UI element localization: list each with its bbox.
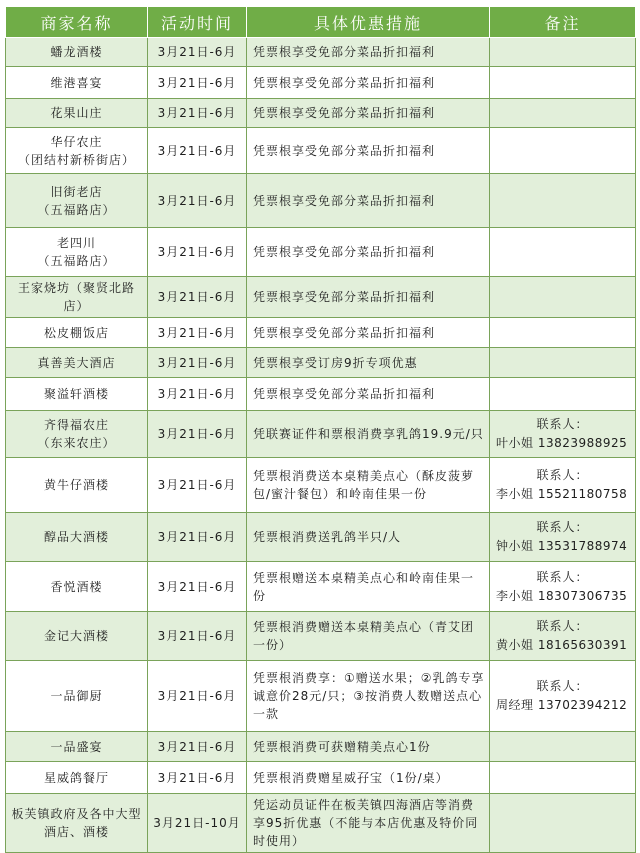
remarks-cell xyxy=(490,661,636,732)
remarks-cell xyxy=(490,99,636,128)
remarks-cell xyxy=(490,277,636,318)
activity-time-cell: 3月21日-6月 xyxy=(148,99,247,128)
offer-details-cell: 凭票根享受免部分菜品折扣福利 xyxy=(247,174,490,228)
activity-time-cell: 3月21日-6月 xyxy=(148,612,247,661)
remarks-cell xyxy=(490,348,636,378)
merchant-name-cell: 齐得福农庄 （东来农庄） xyxy=(6,411,148,458)
merchant-name-cell: 香悦酒楼 xyxy=(6,562,148,612)
table-row xyxy=(6,612,636,661)
offer-details-cell: 凭票根享受免部分菜品折扣福利 xyxy=(247,277,490,318)
table-row xyxy=(6,378,636,411)
activity-time-cell: 3月21日-6月 xyxy=(148,378,247,411)
merchant-name-cell: 华仔农庄 （团结村新桥街店） xyxy=(6,128,148,174)
remarks-cell xyxy=(490,228,636,277)
activity-time-cell: 3月21日-6月 xyxy=(148,513,247,562)
remarks-cell xyxy=(490,378,636,411)
contact-person: 周经理 13702394212 xyxy=(496,698,628,712)
merchant-name-cell: 真善美大酒店 xyxy=(6,348,148,378)
merchant-name-cell: 黄牛仔酒楼 xyxy=(6,458,148,513)
offer-details-cell: 凭票根消费赠送本桌精美点心（青艾团一份） xyxy=(247,612,490,661)
remarks-cell xyxy=(490,174,636,228)
activity-time-cell: 3月21日-10月 xyxy=(148,794,247,853)
table-row xyxy=(6,732,636,762)
table-row xyxy=(6,128,636,174)
table-row xyxy=(6,99,636,128)
activity-time-cell: 3月21日-6月 xyxy=(148,411,247,458)
remarks-cell xyxy=(490,38,636,67)
contact-label: 联系人： xyxy=(536,619,589,633)
activity-time-cell: 3月21日-6月 xyxy=(148,228,247,277)
merchant-offers-table xyxy=(5,6,636,853)
contact-person: 叶小姐 13823988925 xyxy=(496,436,628,450)
contact-person: 钟小姐 13531788974 xyxy=(496,539,628,553)
merchant-name-cell: 聚溢轩酒楼 xyxy=(6,378,148,411)
merchant-name-cell: 维港喜宴 xyxy=(6,67,148,99)
merchant-name-cell: 旧街老店 （五福路店） xyxy=(6,174,148,228)
merchant-name-cell: 金记大酒楼 xyxy=(6,612,148,661)
table-row xyxy=(6,458,636,513)
offer-details-cell: 凭票根享受免部分菜品折扣福利 xyxy=(247,128,490,174)
activity-time-cell: 3月21日-6月 xyxy=(148,277,247,318)
header-remarks: 备注 xyxy=(490,7,636,38)
contact-label: 联系人： xyxy=(536,520,589,534)
table-row xyxy=(6,348,636,378)
table-row xyxy=(6,562,636,612)
activity-time-cell: 3月21日-6月 xyxy=(148,562,247,612)
merchant-name-cell: 老四川 （五福路店） xyxy=(6,228,148,277)
activity-time-cell: 3月21日-6月 xyxy=(148,128,247,174)
offer-details-cell: 凭票根享受免部分菜品折扣福利 xyxy=(247,38,490,67)
contact-person: 李小姐 18307306735 xyxy=(496,588,628,603)
table-row xyxy=(6,38,636,67)
merchant-name-cell: 松皮棚饭店 xyxy=(6,318,148,348)
remarks-cell xyxy=(490,67,636,99)
table-row xyxy=(6,762,636,794)
activity-time-cell: 3月21日-6月 xyxy=(148,732,247,762)
contact-person: 李小姐 15521180758 xyxy=(496,487,628,501)
remarks-cell xyxy=(490,318,636,348)
remarks-cell xyxy=(490,513,636,562)
table-row xyxy=(6,67,636,99)
merchant-name-cell: 蟠龙酒楼 xyxy=(6,38,148,67)
offer-details-cell: 凭票根享受免部分菜品折扣福利 xyxy=(247,228,490,277)
offer-details-cell: 凭票根消费赠星威孖宝（1份/桌） xyxy=(247,762,490,794)
offer-details-cell: 凭票根消费享：①赠送水果；②乳鸽专享诚意价28元/只；③按消费人数赠送点心一款 xyxy=(247,661,490,732)
header-activity-time: 活动时间 xyxy=(148,7,247,38)
offer-details-cell: 凭票根享受免部分菜品折扣福利 xyxy=(247,99,490,128)
activity-time-cell: 3月21日-6月 xyxy=(148,174,247,228)
merchant-name-cell: 星威鸽餐厅 xyxy=(6,762,148,794)
merchant-name-cell: 板芙镇政府及各中大型酒店、酒楼 xyxy=(6,794,148,853)
offer-details-cell: 凭票根消费可获赠精美点心1份 xyxy=(247,732,490,762)
merchant-name-cell: 王家烧坊（聚贤北路店） xyxy=(6,277,148,318)
offer-details-cell: 凭票根消费送本桌精美点心（酥皮菠萝包/蜜汁餐包）和岭南佳果一份 xyxy=(247,458,490,513)
table-row xyxy=(6,661,636,732)
table-row xyxy=(6,228,636,277)
contact-label: 联系人： xyxy=(536,417,589,431)
table-row xyxy=(6,794,636,853)
activity-time-cell: 3月21日-6月 xyxy=(148,458,247,513)
header-row xyxy=(6,7,636,38)
contact-label: 联系人： xyxy=(536,569,589,584)
activity-time-cell: 3月21日-6月 xyxy=(148,348,247,378)
remarks-cell xyxy=(490,128,636,174)
table-row xyxy=(6,411,636,458)
offer-details-cell: 凭票根赠送本桌精美点心和岭南佳果一份 xyxy=(247,562,490,612)
activity-time-cell: 3月21日-6月 xyxy=(148,67,247,99)
offer-details-cell: 凭票根享受免部分菜品折扣福利 xyxy=(247,378,490,411)
header-merchant-name: 商家名称 xyxy=(6,7,148,38)
table-body xyxy=(6,38,636,853)
merchant-name-cell: 一品盛宴 xyxy=(6,732,148,762)
merchant-name-cell: 一品御厨 xyxy=(6,661,148,732)
remarks-cell xyxy=(490,762,636,794)
table-row xyxy=(6,277,636,318)
offer-details-cell: 凭票根享受免部分菜品折扣福利 xyxy=(247,318,490,348)
remarks-cell xyxy=(490,612,636,661)
remarks-cell xyxy=(490,732,636,762)
offer-details-cell: 凭票根消费送乳鸽半只/人 xyxy=(247,513,490,562)
activity-time-cell: 3月21日-6月 xyxy=(148,661,247,732)
remarks-cell xyxy=(490,794,636,853)
remarks-cell xyxy=(490,411,636,458)
activity-time-cell: 3月21日-6月 xyxy=(148,318,247,348)
merchant-name-cell: 花果山庄 xyxy=(6,99,148,128)
merchant-name-cell: 醇品大酒楼 xyxy=(6,513,148,562)
remarks-cell xyxy=(490,458,636,513)
table-row xyxy=(6,174,636,228)
table-row xyxy=(6,318,636,348)
contact-label: 联系人： xyxy=(536,468,589,482)
offer-details-cell: 凭联赛证件和票根消费享乳鸽19.9元/只 xyxy=(247,411,490,458)
contact-person: 黄小姐 18165630391 xyxy=(496,638,628,652)
offer-details-cell: 凭票根享受订房9折专项优惠 xyxy=(247,348,490,378)
activity-time-cell: 3月21日-6月 xyxy=(148,762,247,794)
table-row xyxy=(6,513,636,562)
activity-time-cell: 3月21日-6月 xyxy=(148,38,247,67)
offer-details-cell: 凭运动员证件在板芙镇四海酒店等消费享95折优惠（不能与本店优惠及特价同时使用） xyxy=(247,794,490,853)
offer-details-cell: 凭票根享受免部分菜品折扣福利 xyxy=(247,67,490,99)
contact-label: 联系人： xyxy=(536,679,589,693)
header-offer-details: 具体优惠措施 xyxy=(247,7,490,38)
remarks-cell xyxy=(490,562,636,612)
